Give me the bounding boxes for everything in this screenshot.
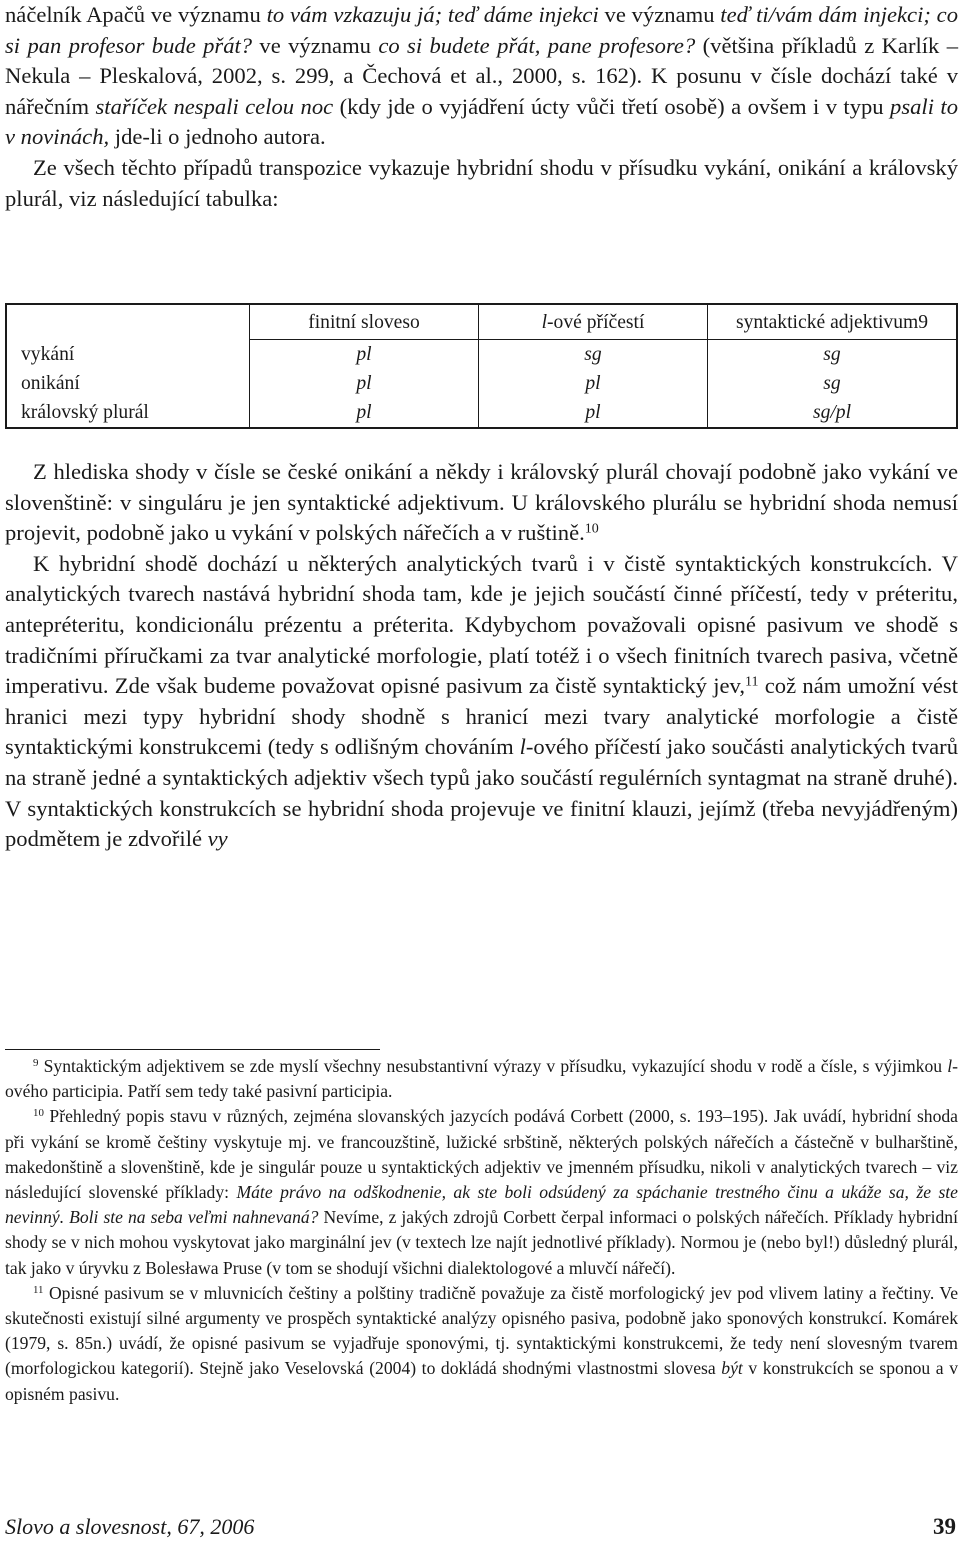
table-cell: pl — [250, 398, 479, 427]
table-cell: pl — [250, 369, 479, 398]
table-header-cell — [708, 305, 957, 340]
text-run: což nám umožní vést hranici mezi typy hybridní shody shodně s hranicí mezi tvary analytické morfologie a čistě syntaktickými konstrukcemi (tedy s odlišným chováním — [5, 673, 958, 760]
paragraph-table-intro: Ze všech těchto případů transpozice vykazuje hybridní shodu v přísudku vykání, onikání a královský plurál, viz následující tabulka: — [5, 154, 958, 211]
footnote-11 — [5, 1281, 958, 1407]
table-header-cell — [7, 305, 250, 340]
italic-example: být — [721, 1358, 743, 1379]
italic-example: co si budete přát, pane profesore? — [378, 32, 696, 58]
table-cell: pl — [479, 369, 708, 398]
footnote-ref-10: 10 — [584, 521, 599, 537]
text-run: (většina příkladů z Karlík – Nekula – Pleskalová, 2002, s. 299, a Čechová et al., 2000, s. 162). K posunu v čísle dochází také v nářečním — [5, 32, 958, 119]
footnote-ref-9: 9 — [918, 311, 929, 333]
footnote-separator — [5, 1049, 380, 1050]
footnote-number: 11 — [33, 1283, 44, 1296]
text-run: Opisné pasivum se v mluvnicích češtiny a polštiny tradičně považuje za čistě morfologický jev pod vlivem latiny a řečtiny. Ve skutečnosti existují silné argumenty ve prospěch syntaktické analýzy opisného pasiva, podobně jako sponových konstrukcí. Komárek (1979, s. 85n.) uvádí, že opisné pasivum se vyjadřuje sponovými, tj. syntaktickými konstrukcemi, že tedy není slovesným tvarem (morfologickou kategorií). Stejně jako Veselovská (2004) to dokládá shodnými vlastnostmi slovesa — [5, 1282, 958, 1379]
italic-example: psali to v novinách, — [5, 93, 958, 150]
paragraph-analytic — [5, 549, 958, 855]
italic-example: Máte právo na odškodnenie, ak ste boli odsúdený za spáchanie trestného činu a ukáže sa, že ste nevinný. Boli ste na seba veľmi nahnevaná? — [5, 1182, 958, 1228]
text-run: -ového příčestí jako součásti analytických tvarů na straně jedné a syntaktických adjektiv všech typů jako součástí regulérních syntagmat na straně druhé). V syntaktických konstrukcích se hybridní shoda projevuje ve finitní klauzi, jejímž (třeba nevyjádřeným) podmětem je zdvořilé — [5, 734, 958, 852]
footnote-number: 9 — [33, 1057, 39, 1069]
text-run: ve významu — [252, 32, 379, 58]
table-header-text: -ové příčestí — [547, 311, 645, 333]
footnote-9 — [5, 1054, 958, 1104]
italic-example: l — [947, 1056, 953, 1076]
table-header-row — [7, 305, 956, 340]
text-run: K hybridní shodě dochází u některých analytických tvarů i v čistě syntaktických konstrukcích. V analytických tvarech nastává hybridní shoda tam, kde je jejich součástí činné příčestí, tedy v préteritu, antepréteritu, kondicionálu prézentu a préterita. Kdybychom považovali opisné pasivum ve shodě s tradičními příručkami za tvar analytické morfologie, platí totéž i o všech finitních tvarech pasiva, včetně imperativu. Zde však budeme považovat opisné pasivum za čistě syntaktický jev, — [5, 550, 958, 699]
italic-example: staříček nespali celou noc — [95, 93, 334, 119]
table-row — [7, 340, 956, 370]
footnote-number: 10 — [33, 1107, 44, 1120]
table-cell: pl — [479, 398, 708, 427]
table-row-label: královský plurál — [21, 402, 149, 423]
table-cell: pl — [250, 340, 479, 370]
text-run: náčelník Apačů ve významu — [5, 2, 267, 27]
table-header-cell — [479, 305, 708, 340]
body-text-top — [5, 0, 958, 214]
text-run: ve významu — [598, 2, 721, 27]
table-cell: sg — [708, 369, 957, 398]
body-text-bottom — [5, 457, 958, 855]
table-header-cell: finitní sloveso — [250, 305, 479, 340]
text-run: Nevíme, z jakých zdrojů Corbett čerpal informaci o polských nářečích. Příklady hybridní shody se v nich mohou vyskytovat jako marginální jev (v textech lze najít jednotlivé příklady). Normou je (nebo byl!) důsledný plurál, tak jako v úryvku z Bolesława Pruse (v tom se shodují všichni dialektologové a mluvčí nářečí). — [5, 1207, 958, 1278]
table-header-text: syntaktické adjektivum — [735, 311, 919, 333]
text-run: -ového participia. Patří sem tedy také pasivní participia. — [5, 1056, 958, 1102]
text-run: Přehledný popis stavu v různých, zejména slovanských jazycích podává Corbett (2000, s. 193–195). Jak uvádí, hybridní shoda při vykání se kromě češtiny vyskytuje mj. ve francouzštině, lužické srbštině, některých polských nářečích a částečně v bulharštině, makedonštině a slovenštině, kde je singulár pouze u syntaktických adjektiv ve jmenném přísudku, nikoli v analytických tvarech – viz následující slovenské příklady: — [5, 1106, 958, 1203]
agreement-table — [5, 303, 958, 429]
page-number: 39 — [933, 1514, 956, 1539]
table-cell: sg — [708, 340, 957, 370]
text-run: Z hlediska shody v čísle se české onikání a někdy i královský plurál chovají podobně jako vykání ve slovenštině: v singuláru je jen syntaktické adjektivum. U královského plurálu se hybridní shoda nemusí projevit, podobně jako u vykání v polských nářečích a v ruštině. — [5, 459, 958, 546]
text-run: (kdy jde o vyjádření úcty vůči třetí osobě) a ovšem i v typu — [333, 93, 891, 119]
table-row-label: onikání — [21, 373, 80, 394]
table-cell: sg/pl — [708, 398, 957, 427]
footnotes — [5, 1054, 958, 1407]
footnote-10 — [5, 1104, 958, 1280]
italic-example: teď ti/vám dám injekci; co si pan profesor bude přát? — [5, 2, 958, 58]
paragraph-continuation — [5, 0, 958, 153]
table-row — [7, 398, 956, 427]
text-run: v konstrukcích se sponou a v opisném pasivu. — [5, 1358, 958, 1404]
paragraph-agreement — [5, 457, 958, 549]
text-run: Syntaktickým adjektivem se zde myslí všechny nesubstantivní výrazy v přísudku, vykazující shodu v rodě a čísle, s výjimkou — [38, 1056, 948, 1076]
text-run: jde-li o jednoho autora. — [109, 124, 326, 150]
footnote-ref-11: 11 — [745, 674, 759, 690]
italic-example: l — [519, 734, 526, 760]
journal-citation: Slovo a slovesnost, 67, 2006 — [5, 1514, 255, 1539]
italic-example: vy — [207, 826, 228, 852]
table-cell: sg — [479, 340, 708, 370]
table-row-label: vykání — [21, 343, 75, 365]
table-header-l: l — [541, 311, 548, 333]
table-row — [7, 369, 956, 398]
italic-example: to vám vzkazuju já; teď dáme injekci — [266, 2, 599, 27]
